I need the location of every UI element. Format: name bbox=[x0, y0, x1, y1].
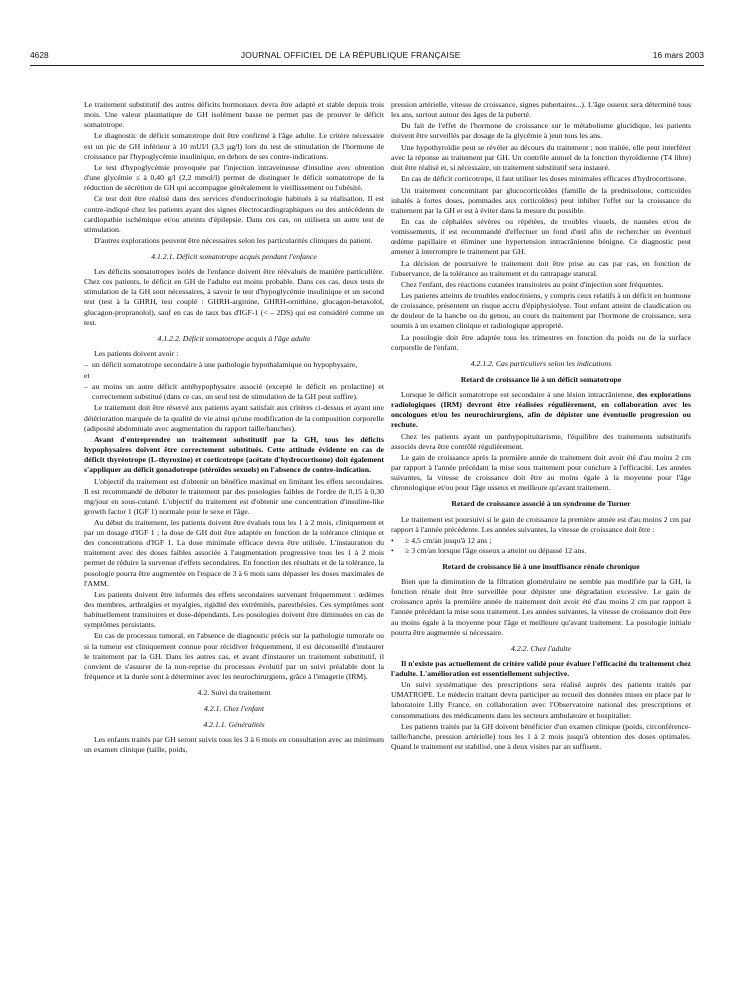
list-item bbox=[84, 360, 384, 370]
section-heading: 4.2.1.1. Généralités bbox=[203, 720, 265, 730]
paragraph: Les patients atteints de troubles endocriniens, y compris ceux relatifs à un déficit en hormone de croissance, présentent un risque accru d'épiphysiolyse. Tout enfant atteint de claudication ou de douleur de la hanche ou du genou, au cours du traitement par l'hormone de croissance, sera soumis à un examen clinique et radiologique approprié. bbox=[391, 291, 691, 331]
page-header bbox=[30, 48, 704, 62]
journal-title: JOURNAL OFFICIEL DE LA RÉPUBLIQUE FRANÇAISE bbox=[240, 50, 461, 60]
paragraph: Les déficits somatotropes isolés de l'enfance doivent être réévalués de manière particulière. Chez ces patients, le déficit en GH de l'adulte est moins probable. Dans ces cas, deux tests de stimulation de la GH sont nécessaires, à savoir le test d'hypoglycémie insulinique et un second test (test à la GHRH, test couplé : GHRH-arginine, GHRH-ornithine, glucagon-betaxolol, glucagon-propranolol), sauf en cas de taux bas d'IGF-1 (< – 2DS) qui est considéré comme un test. bbox=[84, 267, 384, 327]
paragraph-bold-part: des explorations radiologiques (IRM) devront être réalisées régulièrement, en collaboration avec les oncologues et/ou les neurochirurgiens, afin de dépister une éventuelle progression ou rechute. bbox=[391, 390, 691, 430]
paragraph-start: Lorsque le déficit somatotrope est secondaire à une lésion intracrânienne, bbox=[401, 390, 637, 400]
section-heading: 4.2.1.2. Cas particuliers selon les indications bbox=[470, 358, 612, 368]
list-item-text: ≥ 3 cm/an lorsque l'âge osseux a atteint ou dépassé 12 ans. bbox=[405, 546, 587, 555]
paragraph: Les patients traités par la GH doivent bénéficier d'un examen clinique (poids, circonférence-taille/hanche, pression artérielle) tous les 1 à 2 mois jusqu'à obtention des doses optimales. Quand le traitement est stabilisé, une à deux visites par an suffisent. bbox=[391, 721, 691, 751]
subsection-heading: Retard de croissance associé à un syndrome de Turner bbox=[451, 499, 631, 509]
paragraph bbox=[391, 390, 691, 430]
paragraph: D'autres explorations peuvent être nécessaires selon les particularités cliniques du patient. bbox=[94, 235, 373, 245]
paragraph: Chez l'enfant, des réactions cutanées transitoires au point d'injection sont fréquentes. bbox=[401, 279, 664, 289]
paragraph: Un suivi systématique des prescriptions sera réalisé auprès des patients traités par UMATROPE. Le médecin traitant devra participer au recueil des données mises en place par le laboratoire Lilly France, en collaboration avec l'Observatoire national des prescriptions et consommations des médicaments dans les secteurs ambulatoire et hospitalier. bbox=[391, 680, 691, 720]
criteria-list bbox=[84, 360, 384, 370]
list-item bbox=[391, 546, 691, 556]
bullet-marker: • bbox=[391, 546, 394, 555]
paragraph: Le traitement est poursuivi si le gain de croissance la première année est d'au moins 2 cm par rapport à l'année précédente. Les années suivantes, la vitesse de croissance doit être : bbox=[391, 514, 691, 534]
page-number: 4628 bbox=[30, 50, 49, 60]
left-column bbox=[84, 100, 384, 757]
list-item-text: ≥ 4,5 cm/an jusqu'à 12 ans ; bbox=[405, 535, 492, 545]
header-rule bbox=[30, 65, 704, 66]
section-heading: 4.2.2. Chez l'adulte bbox=[511, 643, 571, 653]
paragraph: Bien que la diminution de la filtration glomérulaire ne semble pas modifiée par la GH, la fonction rénale doit être surveillée pour dépister une dégradation excessive. Le gain de croissance après la première année de traitement doit avoir été d'au moins 2 cm par rapport à l'année précédant la mise sous traitement. Les années suivantes, la vitesse de croissance doit être au moins égale à la moyenne pour l'âge et meilleure qu'avant traitement. La posologie initiale pourra être augmentée si nécessaire. bbox=[391, 577, 691, 637]
section-heading: 4.2.1. Chez l'enfant bbox=[204, 704, 264, 714]
paragraph: En cas de déficit corticotrope, il faut utiliser les doses minimales efficaces d'hydrocortisone. bbox=[401, 174, 687, 184]
list-item-text: au moins un autre déficit antéhypophysaire associé (excepté le déficit en prolactine) et correctement substitué (dans ce cas, un seul test de stimulation de la GH peut suffire). bbox=[92, 382, 384, 402]
conjunction: et bbox=[84, 371, 90, 381]
velocity-list bbox=[391, 536, 691, 556]
issue-date: 16 mars 2003 bbox=[652, 50, 704, 60]
paragraph: La décision de poursuivre le traitement doit être prise au cas par cas, en fonction de l'observance, de la tolérance au traitement et du rattrapage statural. bbox=[391, 258, 691, 278]
paragraph: Un traitement concomitant par glucocorticoïdes (famille de la prednisolone, corticoïdes inhalés à fortes doses, pommades aux corticoïdes) peut inhiber l'effet sur la croissance du traitement par la GH et est à éviter dans la mesure du possible. bbox=[391, 185, 691, 215]
paragraph: Chez les patients ayant un panhypopituitarisme, l'équilibre des traitements substitutifs associés devra être contrôlé régulièrement. bbox=[391, 431, 691, 451]
subsection-heading: Retard de croissance lié à un déficit somatotrope bbox=[460, 375, 622, 385]
paragraph: La posologie doit être adaptée tous les trimestres en fonction du poids ou de la surface corporelle de l'enfant. bbox=[391, 332, 691, 352]
right-column bbox=[391, 100, 691, 753]
paragraph: Ce test doit être réalisé dans des services d'endocrinologie habitués à sa réalisation. Il est contre-indiqué chez les patients ayant des signes électrocardiographiques ou des antécédents de cardiopathie ischémique et/ou atteints d'épilepsie. Dans ces cas, on utilisera un autre test de stimulation. bbox=[84, 194, 384, 234]
paragraph: Au début du traitement, les patients doivent être évalués tous les 1 à 2 mois, cliniquement et par un dosage d'IGF 1 ; la dose de GH doit être adaptée en fonction de la tolérance clinique et des concentrations d'IGF 1. La dose minimale efficace devra être utilisée. L'instauration du traitement avec des doses faibles associée à l'augmentation progressive tous les 1 à 2 mois permet de réduire la survenue d'effets secondaires. En fonction des résultats et de la tolérance, la posologie pourra être augmentée en l'espace de 3 à 6 mois sans dépasser les doses maximales de l'AMM. bbox=[84, 518, 384, 588]
section-heading: 4.1.2.2. Déficit somatotrope acquis à l'âge adulte bbox=[157, 333, 311, 343]
paragraph: En cas de céphalées sévères ou répétées, de troubles visuels, de nausées et/ou de vomissements, il est recommandé d'effectuer un fond d'œil afin de rechercher un éventuel œdème papillaire et éliminer une hypertension intracrânienne bénigne. Ce diagnostic peut amener à interrompre le traitement par GH. bbox=[391, 216, 691, 257]
bullet-marker: • bbox=[391, 535, 394, 545]
paragraph: Le test d'hypoglycémie provoquée par l'injection intraveineuse d'insuline avec obtention d'une glycémie ≤ à 0,40 g/l (2,2 mmol/l) permet de distinguer le déficit somatotrope de la réduction de sécrétion de GH qui accompagne généralement le vieillissement ou l'obésité. bbox=[84, 162, 384, 193]
paragraph: Une hypothyroïdie peut se révéler au décours du traitement ; non traitée, elle peut interférer avec la réponse au traitement par GH. Un contrôle annuel de la fonction thyroïdienne (T4 libre) doit être réalisé et, si nécessaire, un traitement substitutif sera instauré. bbox=[391, 142, 691, 172]
paragraph: pression artérielle, vitesse de croissance, signes pubertaires...). L'âge osseux sera déterminé tous les ans, surtout autour des âges de la puberté. bbox=[391, 100, 691, 120]
list-item bbox=[84, 382, 384, 402]
list-item bbox=[391, 536, 691, 546]
dash-marker: – bbox=[84, 360, 88, 370]
section-heading: 4.2. Suivi du traitement bbox=[197, 687, 271, 697]
criteria-list bbox=[84, 382, 384, 402]
dash-marker: – bbox=[84, 382, 88, 392]
paragraph: L'objectif du traitement est d'obtenir un bénéfice maximal en limitant les effets secondaires. Il est recommandé de débuter le traitement par des posologies faibles de l'ordre de 0,15 à 0,30 mg/jour en sous-cutané. L'objectif du traitement est d'obtenir une concentration d'insuline-like growth factor 1 (IGF 1) normale pour le sexe et l'âge. bbox=[84, 476, 384, 516]
paragraph: Les patients doivent être informés des effets secondaires survenant fréquemment : œdèmes des membres, arthralgies et myalgies, rigidité des extrémités, paresthésies. Ces symptômes sont habituellement transitoires et dose-dépendants. Les posologies doivent être diminuées en cas de symptômes persistants. bbox=[84, 589, 384, 630]
paragraph: Le gain de croissance après la première année de traitement doit avoir été d'au moins 2 cm par rapport à l'année précédant la mise sous traitement pour conclure à l'efficacité. Les années suivantes, la vitesse de croissance doit être au moins égale à la moyenne pour l'âge chronologique et/ou pour l'âge osseux et meilleure qu'avant traitement. bbox=[391, 453, 691, 493]
paragraph: En cas de processus tumoral, en l'absence de diagnostic précis sur la pathologie tumorale ou si la tumeur est cliniquement connue pour récidiver fréquemment, il est déconseillé d'instaurer le traitement par la GH. Dans les autres cas, et avant d'instaurer un traitement substitutif, il convient de s'assurer de la non-reprise du processus évolutif par un suivi préalable dont la fréquence et la durée sont à déterminer avec les neurochirurgiens, grâce à l'imagerie (IRM). bbox=[84, 631, 384, 681]
paragraph: Le diagnostic de déficit somatotrope doit être confirmé à l'âge adulte. Le critère nécessaire est un pic de GH inférieur à 10 mUI/l (3,3 µg/l) lors du test de stimulation de l'hormone de croissance par l'hypoglycémie insulinique, en dehors de ses contre-indications. bbox=[84, 131, 384, 161]
section-heading: 4.1.2.1. Déficit somatotrope acquis pendant l'enfance bbox=[151, 252, 317, 262]
paragraph: Le traitement doit être réservé aux patients ayant satisfait aux critères ci-dessus et ayant une détérioration marquée de la qualité de vie ainsi qu'une modification de la composition corporelle (adiposité abdominale avec augmentation du rapport taille/hanches). bbox=[84, 403, 384, 433]
paragraph: Les patients doivent avoir : bbox=[94, 348, 179, 358]
subsection-heading: Retard de croissance lié à une insuffisance rénale chronique bbox=[442, 562, 640, 572]
bold-paragraph: Avant d'entreprendre un traitement substitutif par la GH, tous les déficits hypophysaires doivent être correctement substitués. Cette attitude évidente en cas de déficit thyréotrope (L-thyroxine) et corticotrope (acétate d'hydrocortisone) doit également s'appliquer au déficit gonadotrope (stéroïdes sexuels) en l'absence de contre-indication. bbox=[84, 434, 384, 475]
bold-paragraph: Il n'existe pas actuellement de critère validé pour évaluer l'efficacité du traitement chez l'adulte. L'amélioration est essentiellement subjective. bbox=[391, 658, 691, 678]
paragraph: Du fait de l'effet de l'hormone de croissance sur le métabolisme glucidique, les patients doivent être surveillés par dosage de la glycémie à jeun tous les ans. bbox=[391, 121, 691, 141]
list-item-text: un déficit somatotrope secondaire à une pathologie hypothalamique ou hypophysaire, bbox=[92, 360, 358, 370]
paragraph: Les enfants traités par GH seront suivis tous les 3 à 6 mois en consultation avec au minimum un examen clinique (taille, poids, bbox=[84, 735, 384, 755]
paragraph: Le traitement substitutif des autres déficits hormonaux devra être adapté et stable depuis trois mois. Une valeur plasmatique de GH isolément basse ne permet pas de prouver le déficit somatotrope. bbox=[84, 100, 384, 130]
